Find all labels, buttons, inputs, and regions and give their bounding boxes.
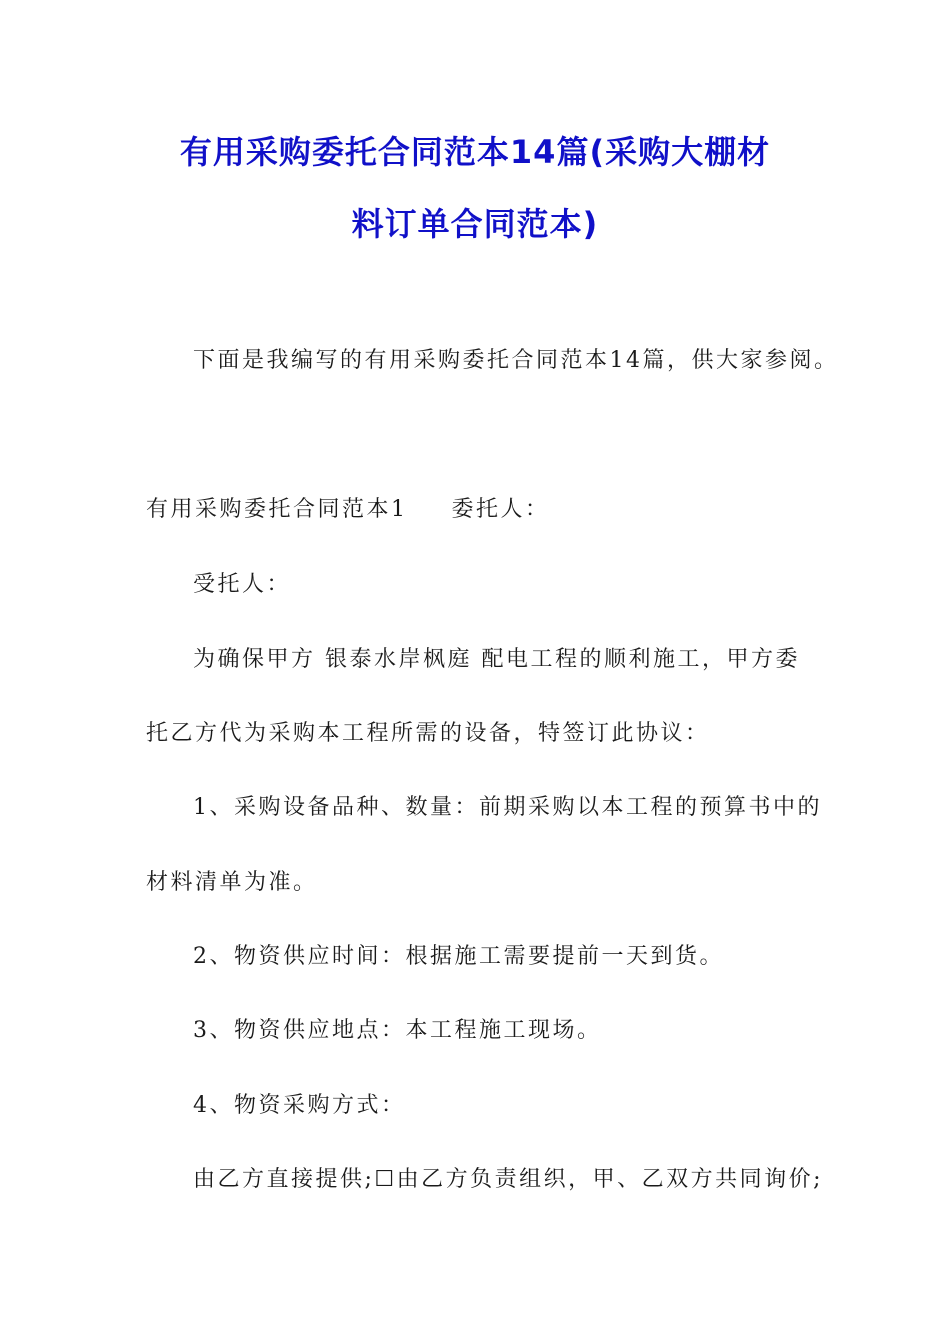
- item-1-line-1: 1、采购设备品种、数量：前期采购以本工程的预算书中的: [193, 795, 822, 820]
- paragraph-1-line-1: 为确保甲方 银泰水岸枫庭 配电工程的顺利施工，甲方委: [193, 647, 800, 672]
- trustee-label: 受托人：: [193, 572, 292, 597]
- intro-paragraph: 下面是我编写的有用采购委托合同范本14篇，供大家参阅。: [193, 348, 839, 373]
- paragraph-1-line-2: 托乙方代为采购本工程所需的设备，特签订此协议：: [146, 721, 710, 746]
- item-1-line-2: 材料清单为准。: [146, 870, 318, 895]
- item-3: 3、物资供应地点：本工程施工现场。: [193, 1018, 602, 1043]
- item-2: 2、物资供应时间：根据施工需要提前一天到货。: [193, 944, 724, 969]
- section-1-heading-line: [146, 495, 550, 525]
- item-4: 4、物资采购方式：: [193, 1093, 406, 1118]
- item-4-detail: 由乙方直接提供;☐由乙方负责组织，甲、乙双方共同询价;: [193, 1167, 824, 1192]
- section-1-heading: 有用采购委托合同范本1: [146, 497, 408, 522]
- document-title-line-1: 有用采购委托合同范本14篇(采购大棚材: [179, 133, 771, 171]
- entrustor-label: 委托人：: [451, 497, 550, 522]
- document-title-line-2: 料订单合同范本): [351, 205, 599, 243]
